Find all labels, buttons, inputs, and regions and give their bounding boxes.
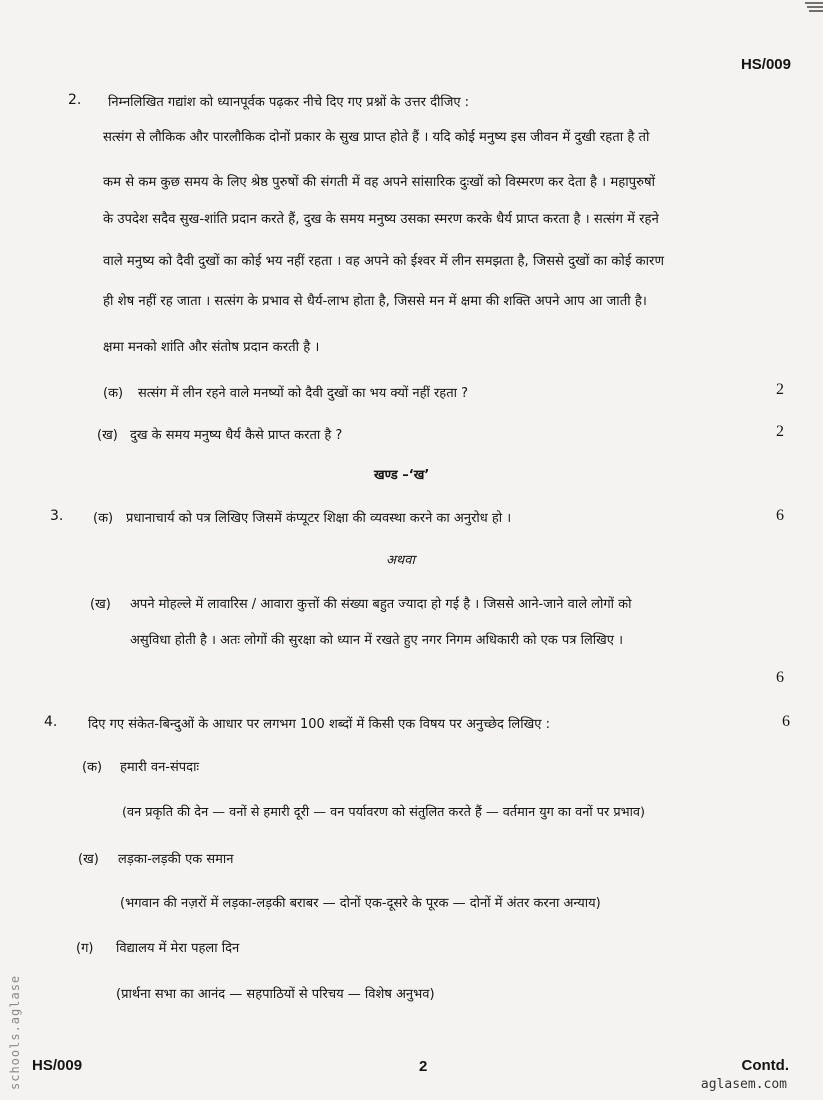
q3-b-line-2: असुविधा होती है । अतः लोगों की सुरक्षा को ध्यान में रखते हुए नगर निगम अधिकारी को एक पत्र लिखिए । [130, 633, 624, 648]
contd-label: Contd. [741, 1057, 789, 1074]
question-2-number: 2. [68, 92, 82, 108]
q4-a-title: हमारी वन-संपदाः [120, 760, 200, 775]
q2-sub-a-text: सत्संग में लीन रहने वाले मनष्यों को दैवी दुखों का भय क्यों नहीं रहता ? [138, 386, 469, 401]
question-4-text: दिए गए संकेत-बिन्दुओं के आधार पर लगभग 100 शब्दों में किसी एक विषय पर अनुच्छेद लिखिए : [88, 717, 550, 732]
passage-line: ही शेष नहीं रह जाता । सत्संग के प्रभाव से धैर्य-लाभ होता है, जिससे मन में क्षमा की शक्ति अपने आप आ जाती है। [103, 294, 647, 309]
q4-b-points: (भगवान की नज़रों में लड़का-लड़की बराबर — दोनों एक-दूसरे के पूरक — दोनों में अंतर करना अन्याय) [120, 896, 601, 911]
passage-line: के उपदेश सदैव सुख-शांति प्रदान करते हैं, दुख के समय मनुष्य उसका स्मरण करके धैर्य प्राप्त करता है । सत्संग में रहने [103, 212, 659, 227]
passage-line: क्षमा मनको शांति और संतोष प्रदान करती है । [103, 340, 320, 355]
q4-b-label: (ख) [78, 852, 99, 867]
page-number: 2 [419, 1058, 428, 1075]
question-4-number: 4. [44, 714, 58, 730]
q4-a-label: (क) [82, 760, 103, 775]
passage-line: कम से कम कुछ समय के लिए श्रेष्ठ पुरुषों की संगती में वह अपने सांसारिक दुःखों को विस्मरण कर देता है । महापुरुषों [103, 175, 656, 190]
q3-a-label: (क) [93, 511, 114, 526]
section-b-title: खण्ड –‘ख’ [374, 468, 430, 483]
q4-b-title: लड़का-लड़की एक समान [118, 852, 234, 867]
passage-line: सत्संग से लौकिक और पारलौकिक दोनों प्रकार के सुख प्राप्त होते हैं । यदि कोई मनुष्य इस जीवन में दुखी रहता है तो [103, 130, 650, 145]
q4-c-title: विद्यालय में मेरा पहला दिन [116, 941, 240, 956]
q3-a-text: प्रधानाचार्य को पत्र लिखिए जिसमें कंप्यूटर शिक्षा की व्यवस्था करने का अनुरोध हो । [126, 511, 512, 526]
q3-b-line-1: अपने मोहल्ले में लावारिस / आवारा कुत्तों की संख्या बहुत ज्यादा हो गई है । जिससे आने-जाने वाले लोगों को [130, 597, 632, 612]
question-2-instruction: निम्नलिखित गद्यांश को ध्यानपूर्वक पढ़कर नीचे दिए गए प्रश्नों के उत्तर दीजिए : [108, 95, 470, 110]
passage-line: वाले मनुष्य को दैवी दुखों का कोई भय नहीं रहता । वह अपने को ईश्वर में लीन समझता है, जिससे दुखों का कोई कारण [103, 254, 664, 269]
q2-sub-b-text: दुख के समय मनुष्य धैर्य कैसे प्राप्त करता है ? [130, 428, 343, 443]
paper-code-header: HS/009 [740, 56, 791, 73]
q2-sub-b-label: (ख) [97, 428, 118, 443]
q4-c-label: (ग) [76, 941, 94, 956]
q4-c-points: (प्रार्थना सभा का आनंद — सहपाठियों से परिचय — विशेष अनुभव) [116, 987, 435, 1002]
q3-b-marks: 6 [776, 669, 784, 686]
question-4-marks: 6 [782, 713, 790, 730]
question-3-number: 3. [50, 508, 64, 524]
q3-a-marks: 6 [776, 507, 784, 524]
q2-sub-b-marks: 2 [776, 423, 784, 440]
scan-edge-artifact [803, 0, 823, 14]
or-separator: अथवा [386, 553, 415, 568]
site-watermark: aglasem.com [700, 1077, 787, 1092]
q4-a-points: (वन प्रकृति की देन — वनों से हमारी दूरी — वन पर्यावरण को संतुलित करते हैं — वर्तमान युग का वनों पर प्रभाव) [122, 805, 646, 820]
q3-b-label: (ख) [90, 597, 111, 612]
q2-sub-a-marks: 2 [776, 381, 784, 398]
side-watermark: schools.aglase [8, 974, 22, 1090]
q2-sub-a-label: (क) [103, 386, 124, 401]
paper-code-footer: HS/009 [32, 1057, 83, 1074]
